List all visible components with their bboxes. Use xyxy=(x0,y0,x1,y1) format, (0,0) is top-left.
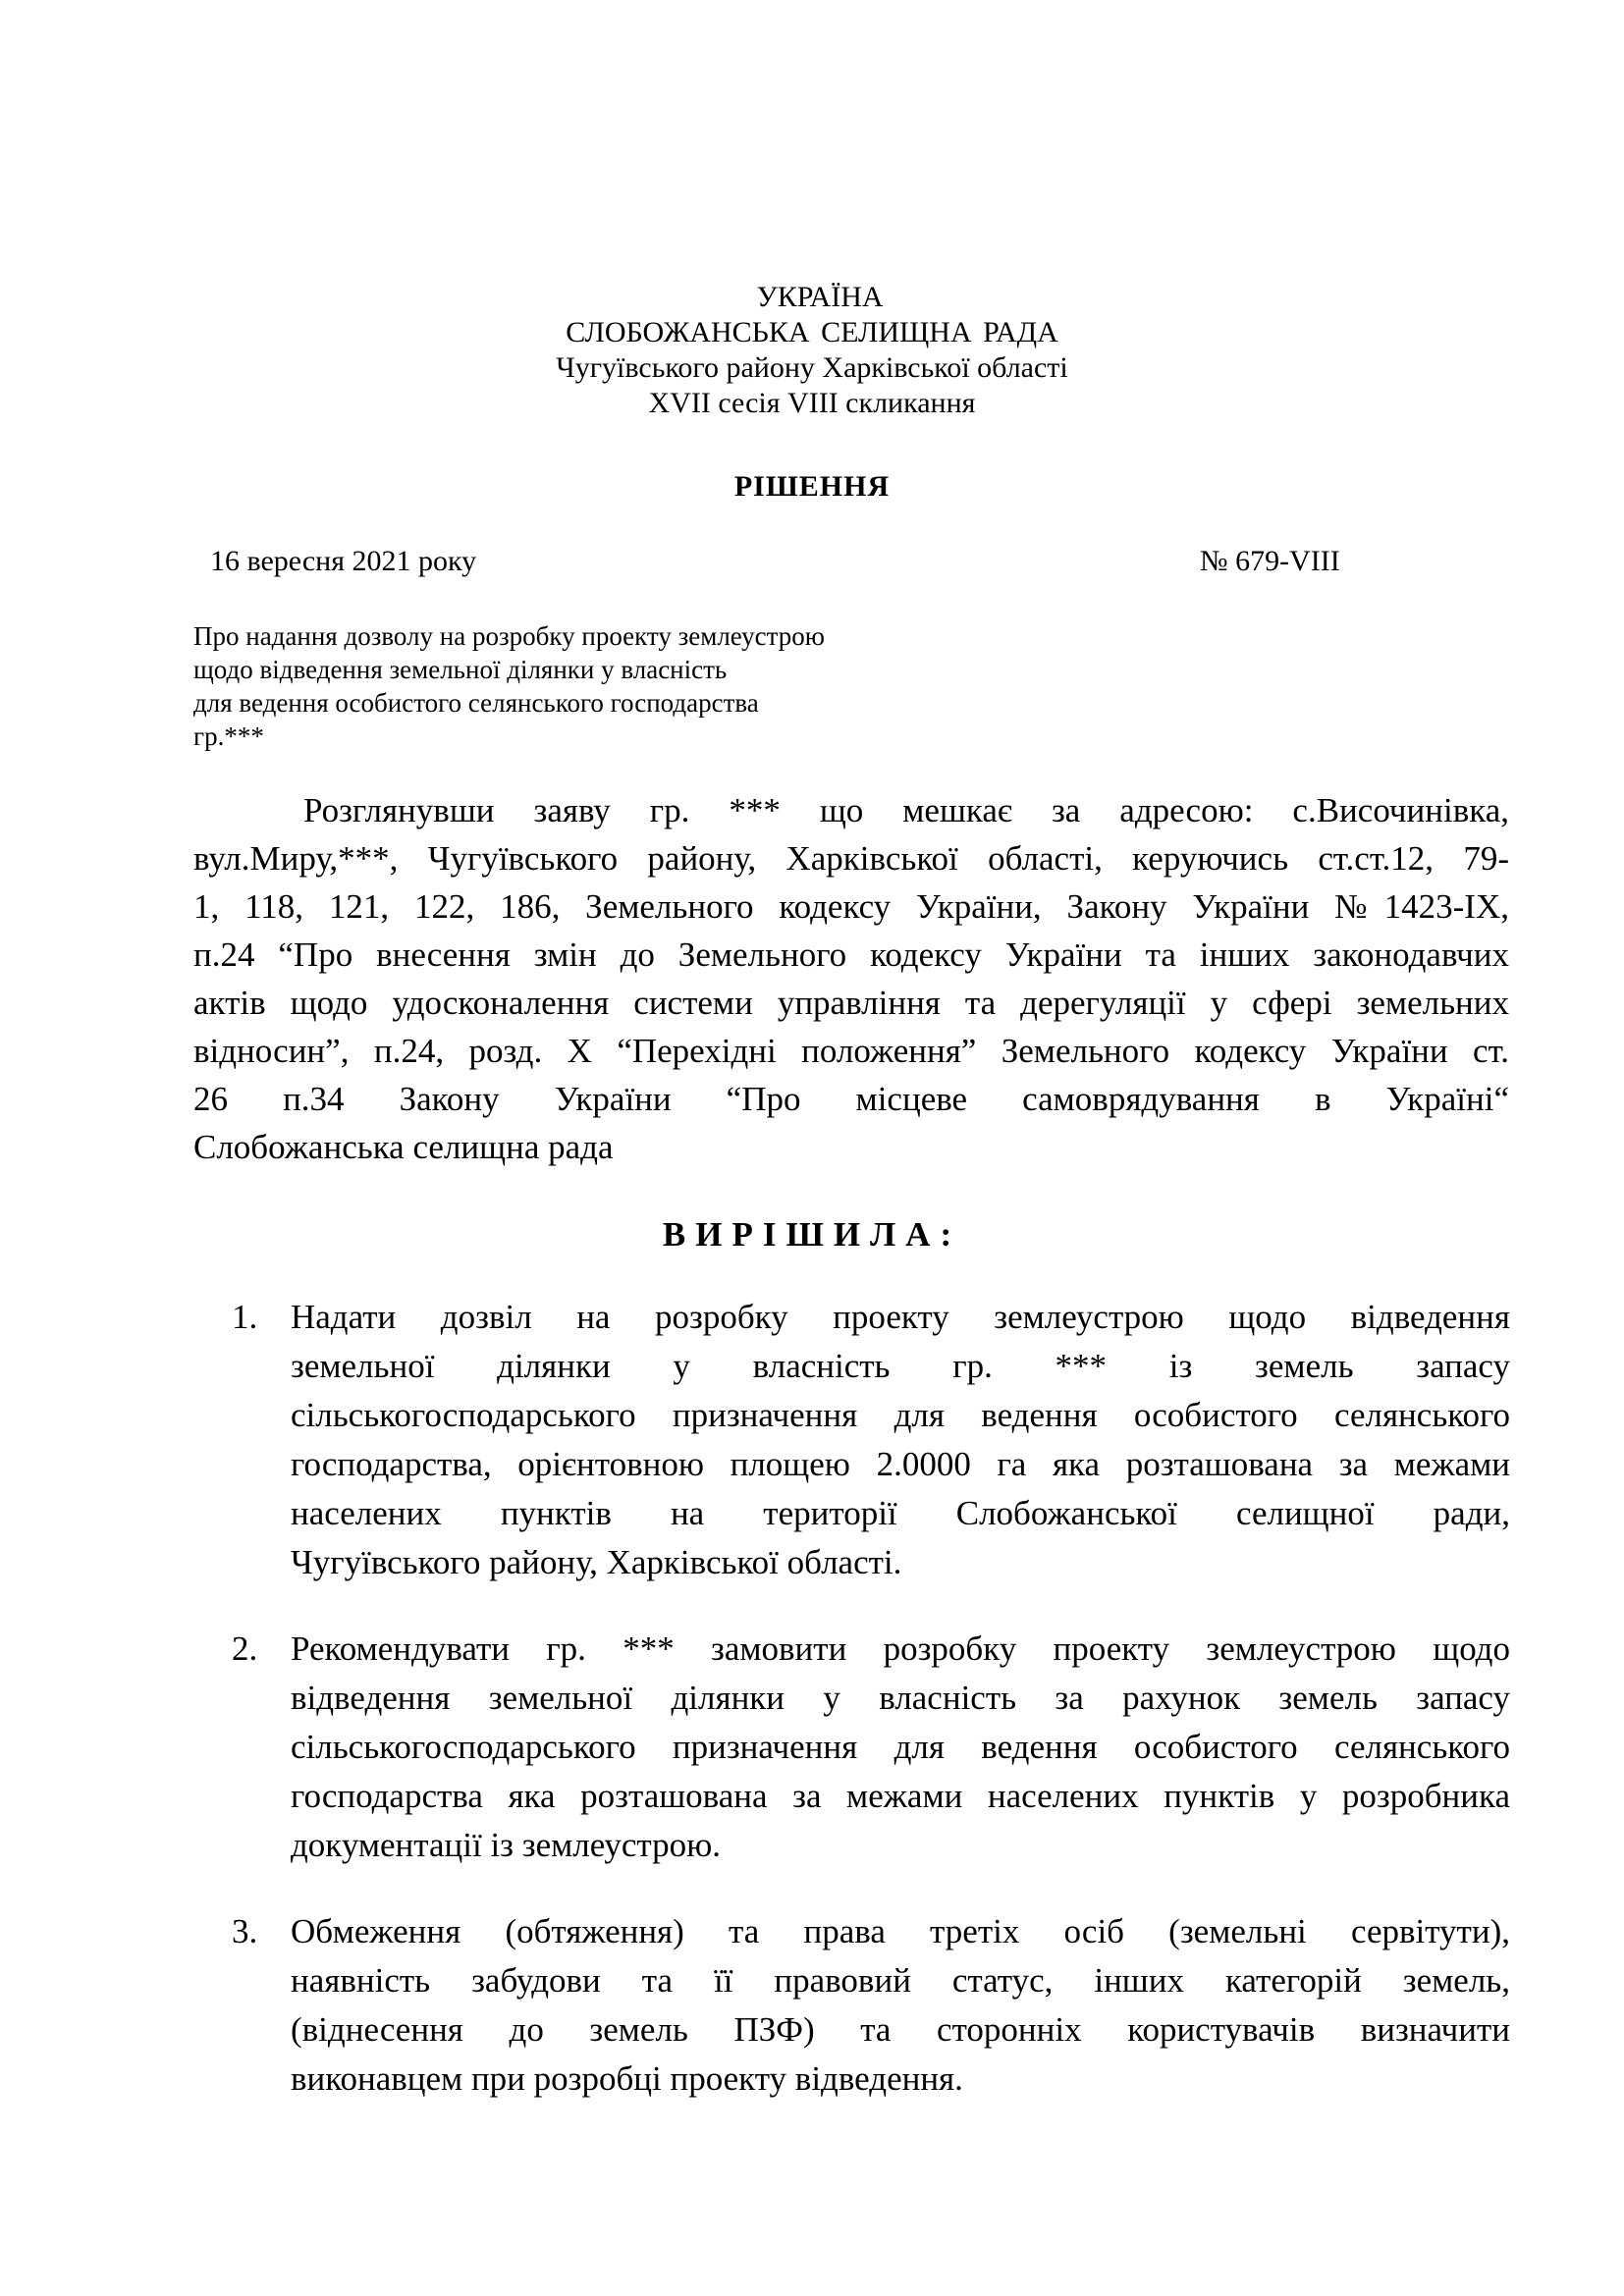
subject-line: для ведення особистого селянського господарства xyxy=(193,688,759,718)
document-title: РІШЕННЯ xyxy=(733,470,891,503)
preamble-line: п.24 “Про внесення змін до Земельного кодексу України та інших законодавчих xyxy=(193,935,1509,974)
item-line: господарства, орієнтовною площею 2.0000 га яка розташована за межами xyxy=(291,1445,1510,1483)
item-line: Надати дозвіл на розробку проекту землеустрою щодо відведення xyxy=(291,1298,1510,1336)
preamble-line: вул.Миру,***, Чугуївського району, Харківської області, керуючись ст.ст.12, 79- xyxy=(193,839,1509,878)
item-number: 3. xyxy=(232,1912,258,1950)
preamble-line: Слобожанська селищна рада xyxy=(193,1128,614,1166)
document-header xyxy=(0,280,1624,421)
decision-date: 16 вересня 2021 року xyxy=(210,545,477,577)
district-name: Чугуївського району Харківської області xyxy=(556,351,1068,384)
item-line: відведення земельної ділянки у власність за рахунок земель запасу xyxy=(291,1679,1510,1717)
item-line: виконавцем при розробці проекту відведення. xyxy=(291,2059,963,2098)
decision-subject xyxy=(193,619,940,753)
resolve-heading: ВИРІШИЛА: xyxy=(662,1215,962,1254)
country-name: УКРАЇНА xyxy=(756,281,884,313)
item-line: Чугуївського району, Харківської області. xyxy=(291,1543,902,1581)
item-line: наявність забудови та її правовий статус, інших категорій земель, xyxy=(291,1961,1510,2000)
item-line: сільськогосподарського призначення для ведення особистого селянського xyxy=(291,1728,1510,1766)
preamble-line: 1, 118, 121, 122, 186, Земельного кодексу України, Закону України №1423-IX, xyxy=(193,887,1509,926)
item-line: земельної ділянки у власність гр. *** із земель запасу xyxy=(291,1347,1510,1385)
list-item xyxy=(232,1625,1510,1870)
item-line: Обмеження (обтяження) та права третіх осіб (земельні сервітути), xyxy=(291,1912,1510,1950)
item-line: (віднесення до земель ПЗФ) та сторонніх користувачів визначити xyxy=(291,2010,1510,2049)
item-line: господарства яка розташована за межами населених пунктів у розробника xyxy=(291,1777,1510,1815)
item-line: документації із землеустрою. xyxy=(291,1826,722,1864)
item-number: 1. xyxy=(232,1298,258,1336)
item-number: 2. xyxy=(232,1629,258,1668)
decision-items xyxy=(232,1293,1510,2141)
item-line: Рекомендувати гр. *** замовити розробку проекту землеустрою щодо xyxy=(291,1629,1510,1668)
preamble-line: 26 п.34 Закону України “Про місцеве самоврядування в Україні“ xyxy=(193,1080,1509,1118)
preamble-paragraph xyxy=(193,786,1509,1171)
subject-line: щодо відведення земельної ділянки у власність xyxy=(193,655,728,684)
subject-line: гр.*** xyxy=(193,721,264,751)
list-item xyxy=(232,1907,1510,2104)
council-name: СЛОБОЖАНСЬКА СЕЛИЩНА РАДА xyxy=(566,316,1058,348)
item-line: сільськогосподарського призначення для ведення особистого селянського xyxy=(291,1396,1510,1434)
preamble-line: відносин”, п.24, розд. X “Перехідні положення” Земельного кодексу України ст. xyxy=(193,1032,1509,1070)
list-item xyxy=(232,1293,1510,1587)
session-name: XVII сесія VIII скликання xyxy=(648,387,976,419)
decision-number: № 679-VIII xyxy=(1200,545,1340,577)
item-line: населених пунктів на території Слобожанської селищної ради, xyxy=(291,1494,1510,1532)
subject-line: Про надання дозволу на розробку проекту землеустрою xyxy=(193,621,825,651)
preamble-line: Розглянувши заяву гр. *** що мешкає за адресою: с.Височинівка, xyxy=(303,791,1509,829)
preamble-line: актів щодо удосконалення системи управління та дерегуляції у сфері земельних xyxy=(193,984,1509,1022)
